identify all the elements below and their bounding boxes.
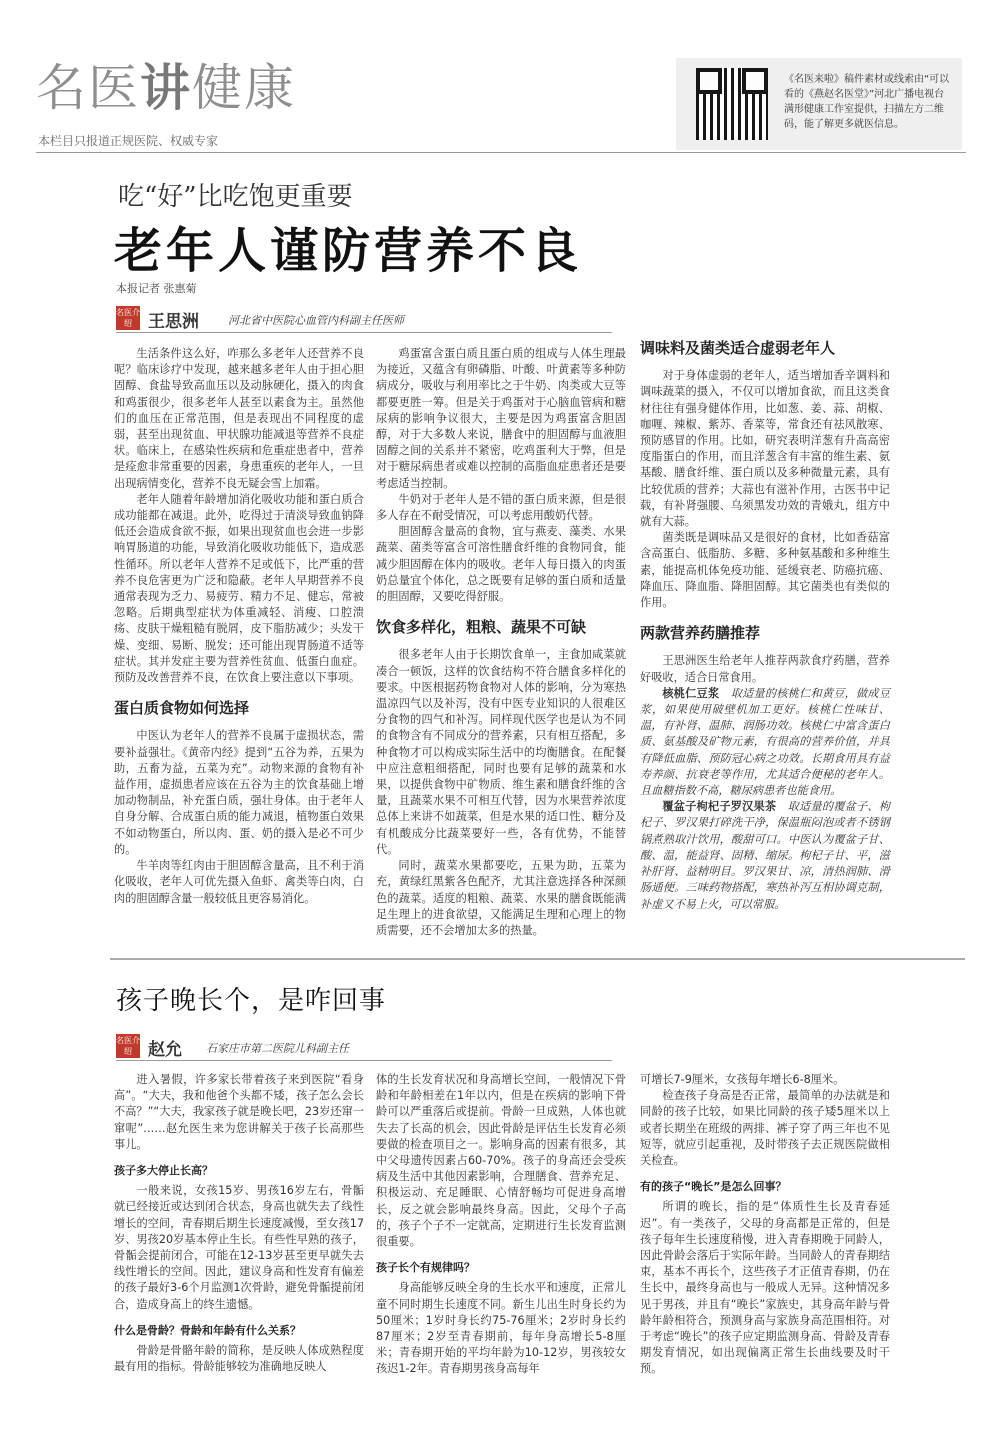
qr-code-icon[interactable]	[696, 68, 768, 140]
banner-subtitle: 本栏目只报道正规医院、权威专家	[38, 134, 219, 148]
doctor-tag: 名医介绍	[116, 1036, 140, 1056]
paragraph: 同时，蔬菜水果都要吃，五果为助，五菜为充，黄绿红黑紫各色配齐，尤其注意选择各种深颜色的蔬菜。适度的粗粮、蔬菜、水果的膳食既能满足生理上的进食欲望，又能满足生理和心理上的物质需要，还不会增加太多的热量。	[376, 859, 626, 937]
question-heading: 孩子多大停止长高？	[114, 1164, 213, 1178]
recipe-name: 覆盆子枸杞子罗汉果茶	[662, 800, 777, 814]
section-heading: 调味料及菌类适合虚弱老年人	[640, 339, 836, 357]
article2-column-1	[114, 1072, 364, 1375]
banner-title-part: 健康	[192, 59, 296, 117]
doctor-title: 石家庄市第二医院儿科副主任	[206, 1042, 349, 1055]
recipe-name: 核桃仁豆浆	[662, 686, 720, 700]
question-heading: 有的孩子“晚长”是怎么回事？	[640, 1180, 787, 1194]
section-heading: 两款营养药膳推荐	[640, 624, 761, 643]
paragraph: 牛奶对于老年人是不错的蛋白质来源，但是很多人存在不耐受情况，可以考虑用酸奶代替。	[376, 492, 626, 523]
recipe-1	[640, 686, 890, 799]
recipe-2	[640, 799, 890, 912]
doctor-tag: 名医介绍	[116, 308, 140, 328]
question-heading: 孩子长个有规律吗？	[376, 1261, 475, 1275]
doctor-name: 王思洲	[148, 312, 199, 332]
article2-column-2	[376, 1072, 626, 1378]
paragraph: 很多老年人由于长期饮食单一，主食加咸菜就凑合一顿饭，这样的饮食结构不符合膳食多样化的要求。中医根据药物食物对人体的影响，分为寒热温凉四气以及补泻，没有中医专业知识的人很难区分食物的四气和补泻。同样现代医学也是认为不同的食物含有不同成分的营养素，只有相互搭配，多种食物才可以构成实际生活中的均衡膳食。在配餐中应注意粗细搭配，同时也要有足够的蔬菜和水果，以提供食物中矿物质、维生素和膳食纤维的含量，且蔬菜水果不可相互代替，因为水果营养浓度总体上来讲不如蔬菜，但是水果的适口性、糖分及有机酸成分比蔬菜要好一些，各有优势，不能替代。	[376, 648, 626, 856]
section-heading: 饮食多样化，粗粮、蔬果不可缺	[376, 618, 587, 637]
article1-column-3	[640, 340, 890, 913]
paragraph: 王思洲医生给老年人推荐两款食疗药膳，营养好吸收，适合日常食用。	[640, 654, 890, 684]
paragraph: 身高能够反映全身的生长水平和速度，正常儿童不同时期生长速度不同。新生儿出生时身长约为50厘米；1岁时身长约75-76厘米；2岁时身长约87厘米；2岁至青春期前，每年身高增长5-8厘米；青春期开始的平均年龄为10-12岁，男孩较女孩迟1-2年。青春期男孩身高每年	[376, 1281, 626, 1376]
banner-title-part: 名医	[36, 59, 140, 117]
paragraph: 骨龄是骨骼年龄的简称，是反映人体成熟程度最有用的指标。骨龄能够较为准确地反映人	[114, 1344, 364, 1374]
section-heading: 蛋白质食物如何选择	[114, 699, 250, 718]
paragraph: 体的生长发育状况和身高增长空间，一般情况下骨龄和年龄相差在1年以内，但是在疾病的影响下骨龄可以严重落后或提前。骨龄一旦成熟，人体也就失去了长高的机会，因此骨龄是评估生长发育必须要做的检查项目之一。影响身高的因素有很多，其中父母遗传因素占60-70%。孩子的身高还会受疾病及生活中其他因素影响，合理膳食、营养充足、积极运动、充足睡眠、心情舒畅均可促进身高增长，反之就会影响最终身高。因此，父母个子高的，孩子个子不一定就高，定期进行生长发育监测很重要。	[376, 1073, 626, 1249]
doctor-name: 赵允	[148, 1040, 182, 1060]
article-divider	[110, 958, 965, 960]
paragraph: 所谓的晚长，指的是“体质性生长及青春延迟”。有一类孩子，父母的身高都是正常的，但是孩子每年生长速度稍慢，进入青春期晚于同龄人，因此骨龄会落后于实际年龄。当同龄人的青春期结束，基本不再长个，这些孩子才正值青春期，仍在生长中，最终身高也与一般成人无异。这种情况多见于男孩，并且有“晚长”家族史，其身高年龄与骨龄年龄相符合，预测身高与家族身高范围相符。对于考虑“晚长”的孩子应定期监测身高、骨龄及青春期发育情况，如出现偏离正常生长曲线要及时干预。	[640, 1200, 890, 1376]
paragraph: 进入暑假，许多家长带着孩子来到医院“看身高”。“大夫，我和他爸个头都不矮，孩子怎么会长不高？”“大夫，我家孩子就是晚长吧，23岁还窜一窜呢”……赵允医生来为您讲解关于孩子长高那些事儿。	[114, 1073, 364, 1151]
paragraph: 生活条件这么好，咋那么多老年人还营养不良呢？临床诊疗中发现，越来越多老年人由于担心胆固醇、食盐导致高血压以及动脉硬化，摄入的肉食和鸡蛋很少，很多老年人甚至以素食为主。虽然他们的血压在正常范围，但是表现出不同程度的虚弱，甚至出现贫血、甲状腺功能减退等营养不良症状。临床上，在感染性疾病和危重症患者中，营养是痊愈非常重要的因素，身患重疾的老年人，一旦出现病情变化，营养不良无疑会雪上加霜。	[114, 347, 364, 490]
paragraph: 中医认为老年人的营养不良属于虚损状态，需要补益强壮。《黄帝内经》提到“五谷为养，五果为助，五畜为益，五菜为充”。动物来源的食物有补益作用，虚损患者应该在五谷为主的饮食基础上增加动物制品，补充蛋白质，强壮身体。由于老年人自身分解、合成蛋白质的能力减退，植物蛋白效果不如动物蛋白，所以肉、蛋、奶的摄入是必不可少的。	[114, 729, 364, 856]
doctor-divider	[116, 1060, 612, 1061]
paragraph: 检查孩子身高是否正常，最简单的办法就是和同龄的孩子比较，如果比同龄的孩子矮5厘米以上或者长期坐在班级的两排、裤子穿了两三年也不见短等，就应引起重视，及时带孩子去正规医院做相关检查。	[640, 1089, 890, 1168]
paragraph: 老年人随着年龄增加消化吸收功能和蛋白质合成功能都在减退。此外，吃得过于清淡导致血钠降低还会造成食欲不振，如果出现贫血也会进一步影响胃肠道的功能，导致消化吸收功能低下，造成恶性循环。所以老年人营养不足或低下，比严重的营养不良危害更为广泛和隐蔽。老年人早期营养不良通常表现为乏力、易疲劳、精力不足、健忘，常被忽略。后期典型症状为体重减轻、消瘦、口腔溃疡、皮肤干燥粗糙有脱屑，皮下脂肪减少；头发干燥、变细、易断、脱发；还可能出现胃肠道不适等症状。其并发症主要为营养性贫血、低蛋白血症。预防及改善营养不良，在饮食上要注意以下事项。	[114, 492, 364, 685]
article2-headline: 孩子晚长个，是咋回事	[116, 986, 387, 1016]
paragraph: 对于身体虚弱的老年人，适当增加香辛调料和调味蔬菜的摄入，不仅可以增加食欲，而且这类食材往往有强身健体作用，比如葱、姜、蒜、胡椒、咖喱、辣椒、紫苏、香菜等，常食还有祛风散寒、预防感冒的作用。比如，研究表明洋葱有升高高密度脂蛋白的作用，而且洋葱含有丰富的维生素、氨基酸、膳食纤维、蛋白质以及多种微量元素，具有比较优质的营养；大蒜也有滋补作用，古医书中记载，有补肾强腰、乌须黑发功效的青娥丸，组方中就有大蒜。	[640, 369, 890, 529]
article1-subhead: 吃“好”比吃饱更重要	[118, 182, 353, 212]
paragraph: 牛羊肉等红肉由于胆固醇含量高，且不利于消化吸收，老年人可优先摄入鱼虾、禽类等白肉，白肉的胆固醇含量一般较低且更容易消化。	[114, 859, 364, 905]
doctor-divider	[116, 332, 612, 333]
qr-note: 《名医来啦》稿件素材或线索由“可以看的《燕赵名医堂》”河北广播电视台满形健康工作室提供，扫描左方二维码，能了解更多就医信息。	[784, 74, 950, 130]
recipe-text: 取适量的核桃仁和黄豆，做成豆浆，如果使用破壁机加工更好。核桃仁性味甘、温，有补肾、温肺、润肠功效。核桃仁中富含蛋白质、氨基酸及矿物元素，有很高的营养价值，并具有降低血脂、预防冠心病之功效。长期食用具有益寿养颜、抗衰老等作用，尤其适合便秘的老年人。且血糖指数不高，糖尿病患者也能食用。	[640, 686, 890, 798]
doctor-title: 河北省中医院心血管内科副主任医师	[228, 314, 404, 327]
article1-column-1	[114, 346, 364, 907]
article2-column-3	[640, 1072, 890, 1378]
paragraph: 胆固醇含量高的食物，宜与燕麦、藻类、水果蔬菜、菌类等富含可溶性膳食纤维的食物同食，能减少胆固醇在体内的吸收。老年人每日摄入的肉蛋奶总量宜个体化，总之既要有足够的蛋白质和适量的胆固醇，又要吃得舒服。	[376, 525, 626, 604]
paragraph: 可增长7-9厘米，女孩每年增长6-8厘米。	[640, 1073, 845, 1086]
paragraph: 鸡蛋富含蛋白质且蛋白质的组成与人体生理最为接近，又蕴含有卵磷脂、叶酸、叶黄素等多种防病成分，吸收与利用率比之于牛奶、肉类或大豆等都要更胜一筹。但是关于鸡蛋对于心脑血管病和糖尿病的影响争议很大，主要是因为鸡蛋富含胆固醇，对于大多数人来说，膳食中的胆固醇与血液胆固醇之间的关系并不紧密，吃鸡蛋利大于弊，但是对于糖尿病患者或难以控制的高脂血症患者还是要考虑适当控制。	[376, 347, 626, 490]
article1-column-2	[376, 346, 626, 939]
paragraph: 一般来说，女孩15岁、男孩16岁左右，骨骺就已经接近或达到闭合状态，身高也就失去了线性增长的空间，青春期后期生长速度减慢，至女孩17岁、男孩20岁基本停止生长。有些性早熟的孩子，骨骺会提前闭合，可能在12-13岁甚至更早就失去线性增长的空间。因此，建议身高和性发育有偏差的孩子最好3-6个月监测1次骨龄，避免骨骺提前闭合，造成身高上的终生遗憾。	[114, 1184, 364, 1311]
recipe-text: 取适量的覆盆子、枸杞子、罗汉果打碎洗干净，保温瓶闷泡或者不锈钢锅煮熟取汁饮用，酸甜可口。中医认为覆盆子甘、酸、温，能益肾、固精、缩尿。枸杞子甘、平，滋补肝肾、益精明目。罗汉果甘、凉，清热润肺、滑肠通便。三味药物搭配，寒热补泻互相协调克制，补虚又不易上火，可以常服。	[640, 800, 890, 911]
banner-divider	[36, 152, 966, 153]
paragraph: 菌类既是调味品又是很好的食材，比如香菇富含高蛋白、低脂肪、多糖、多种氨基酸和多种维生素，能提高机体免疫功能、延缓衰老、防癌抗癌、降血压、降血脂、降胆固醇。其它菌类也有类似的作用。	[640, 531, 890, 610]
banner-title-highlight: 讲	[140, 58, 192, 117]
qr-panel	[676, 58, 962, 150]
question-heading: 什么是骨龄？骨龄和年龄有什么关系？	[114, 1323, 301, 1337]
article1-headline: 老年人谨防营养不良	[114, 223, 583, 279]
article1-byline: 本报记者 张惠菊	[116, 282, 197, 295]
column-banner	[36, 58, 296, 118]
